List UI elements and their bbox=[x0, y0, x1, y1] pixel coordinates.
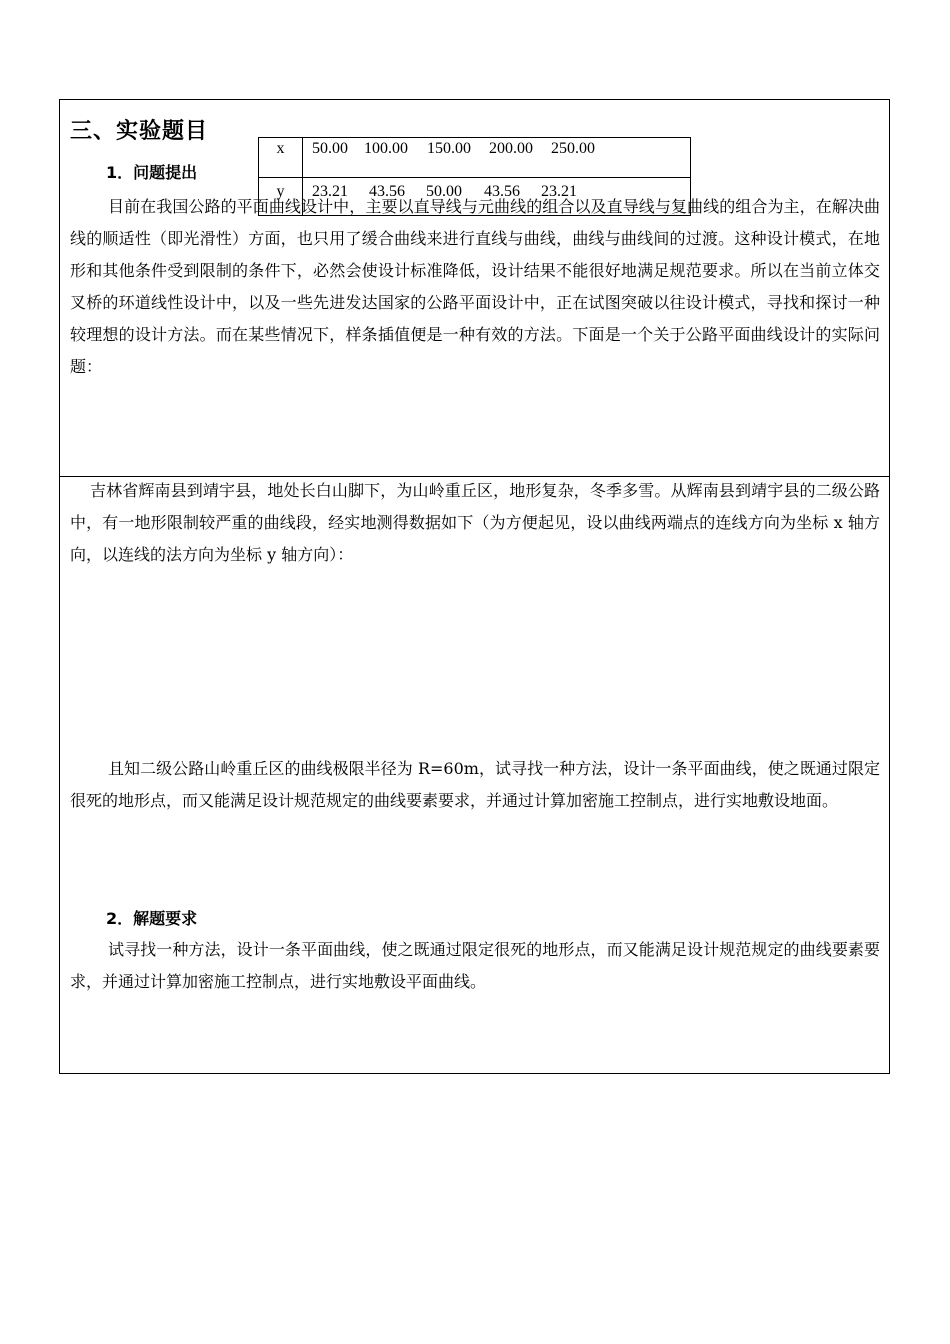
problem-subtitle: 1．问题提出 bbox=[106, 163, 198, 182]
problem-paragraph-2: 吉林省辉南县到靖宇县，地处长白山脚下，为山岭重丘区，地形复杂，冬季多雪。从辉南县到靖宇县的二级公路中，有一地形限制较严重的曲线段，经实地测得数据如下（为方便起见，设以曲线两端点的连线方向为坐标 x 轴方向，以连线的法方向为坐标 y 轴方向）： bbox=[70, 481, 880, 564]
x-value: 50.00 bbox=[312, 140, 348, 157]
x-value: 200.00 bbox=[489, 140, 533, 157]
x-value: 100.00 bbox=[364, 140, 408, 157]
table-row-divider bbox=[259, 177, 690, 178]
x-value: 250.00 bbox=[551, 140, 595, 157]
problem-paragraph-1: 目前在我国公路的平面曲线设计中，主要以直导线与元曲线的组合以及直导线与复曲线的组合为主，在解决曲线的顺适性（即光滑性）方面，也只用了缓合曲线来进行直线与曲线，曲线与曲线间的过渡。这种设计模式，在地形和其他条件受到限制的条件下，必然会使设计标准降低，设计结果不能很好地满足规范要求。所以在当前立体交叉桥的环道线性设计中，以及一些先进发达国家的公路平面设计中，正在试图突破以往设计模式，寻找和探讨一种较理想的设计方法。而在某些情况下，样条插值便是一种有效的方法。下面是一个关于公路平面曲线设计的实际问题： bbox=[70, 197, 880, 376]
problem-paragraph-3: 且知二级公路山岭重丘区的曲线极限半径为 R=60m，试寻找一种方法，设计一条平面曲线，使之既通过限定很死的地形点，而又能满足设计规范规定的曲线要素要求，并通过计算加密施工控制点，进行实地敷设地面。 bbox=[70, 759, 880, 810]
requirements-subtitle: 2．解题要求 bbox=[106, 909, 198, 928]
y-value: 50.00 bbox=[426, 183, 462, 200]
x-value: 150.00 bbox=[427, 140, 471, 157]
y-value: 43.56 bbox=[369, 183, 405, 200]
section-title: 三、实验题目 bbox=[70, 119, 209, 144]
content-frame bbox=[59, 99, 890, 1074]
y-value: 23.21 bbox=[541, 183, 577, 200]
survey-data-table bbox=[258, 137, 691, 216]
y-value: 23.21 bbox=[312, 183, 348, 200]
y-value: 43.56 bbox=[484, 183, 520, 200]
requirements-paragraph: 试寻找一种方法，设计一条平面曲线，使之既通过限定很死的地形点，而又能满足设计规范规定的曲线要素要求，并通过计算加密施工控制点，进行实地敷设平面曲线。 bbox=[70, 940, 880, 991]
x-row-label: x bbox=[276, 140, 285, 157]
y-row-label: y bbox=[276, 183, 285, 200]
